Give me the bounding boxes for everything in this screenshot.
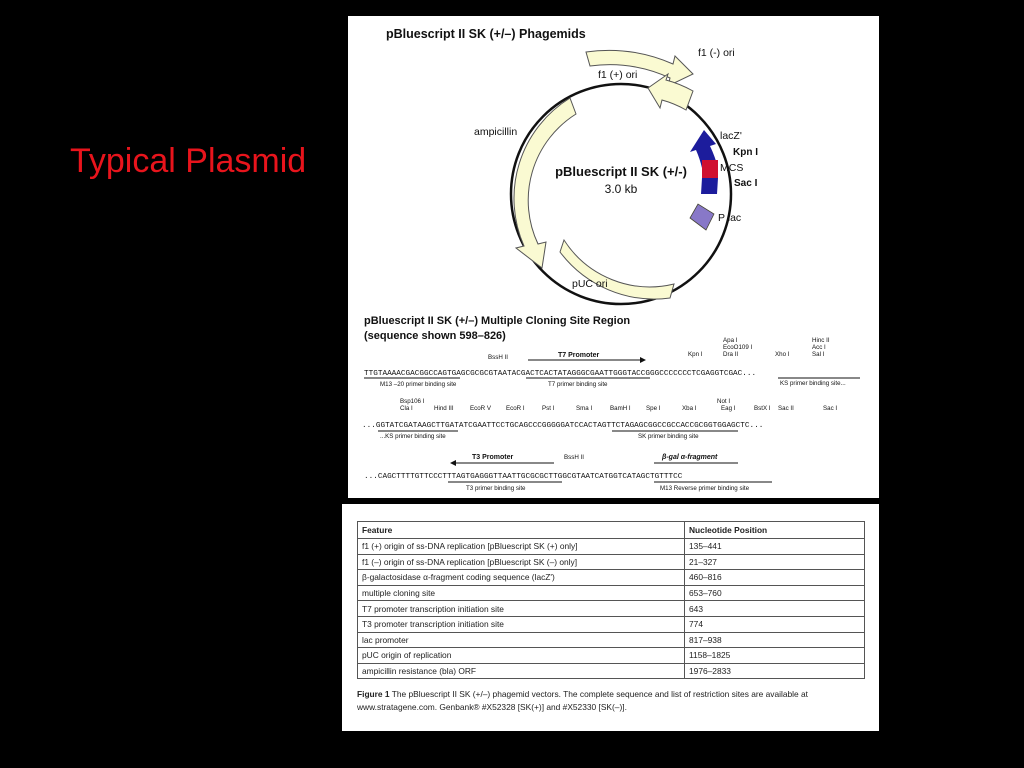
label-lacz: lacZ' (720, 130, 742, 142)
position-cell: 643 (685, 601, 865, 617)
position-cell: 460–816 (685, 570, 865, 586)
table-row (358, 616, 865, 632)
site-hinc: Hinc II (812, 337, 830, 344)
position-cell: 653–760 (685, 585, 865, 601)
label-sac: Sac I (734, 178, 758, 189)
plac-arrow (690, 204, 714, 230)
col-header-position: Nucleotide Position (685, 522, 865, 539)
label-puc-ori: pUC ori (572, 278, 608, 290)
feature-table-panel (342, 504, 879, 731)
t7-promoter-label: T7 Promoter (558, 352, 600, 359)
map-title: pBluescript II SK (+/–) Phagemids (386, 27, 586, 41)
t7-primer-label: T7 primer binding site (548, 381, 608, 388)
table-row (358, 585, 865, 601)
map-center-size: 3.0 kb (604, 182, 638, 196)
t7-promoter-arrowhead (640, 357, 646, 363)
position-cell: 21–327 (685, 554, 865, 570)
feature-cell: T7 promoter transcription initiation site (358, 601, 685, 617)
label-f1-plus-ori: f1 (+) ori (598, 69, 638, 81)
site-kpn-1: Kpn I (688, 351, 703, 358)
position-cell: 774 (685, 616, 865, 632)
table-row (358, 539, 865, 555)
col-header-feature: Feature (358, 522, 685, 539)
table-row (358, 554, 865, 570)
label-ampicillin: ampicillin (474, 126, 518, 138)
mcs-segment (702, 160, 718, 178)
t3-promoter-arrowhead (450, 460, 456, 466)
mcs-row1-sites (488, 337, 830, 361)
m13-primer-label: M13 –20 primer binding site (380, 381, 457, 388)
site-acc: Acc I (812, 344, 826, 351)
sk-primer-label: SK primer binding site (638, 433, 699, 440)
feature-cell: β-galactosidase α-fragment coding sequence (lacZ') (358, 570, 685, 586)
table-row (358, 648, 865, 664)
site-bstx: BstX I (754, 405, 771, 412)
feature-cell: T3 promoter transcription initiation site (358, 616, 685, 632)
site-eco0109: EcoO109 I (723, 344, 753, 351)
mcs-row1-sequence: TTGTAAAACGACGGCCAGTGAGCGCGCGTAATACGACTCACTATAGGGCGAATTGGGTACCGGGCCCCCCCTCGAGGTCGAC... (364, 370, 757, 378)
feature-cell: f1 (+) origin of ss-DNA replication [pBluescript SK (+) only] (358, 539, 685, 555)
table-row (358, 570, 865, 586)
slide-title: Typical Plasmid (70, 142, 307, 180)
site-dra: Dra II (723, 351, 739, 358)
plasmid-figure (348, 16, 879, 498)
site-bssh-3: BssH II (564, 454, 584, 461)
mcs-row3-sequence: ...CAGCTTTTGTTCCCTTTAGTGAGGGTTAATTGCGCGCTTGGCGTAATCATGGTCATAGCTGTTTCC (364, 473, 683, 481)
position-cell: 1158–1825 (685, 648, 865, 664)
table-row (358, 663, 865, 679)
site-bamh: BamH I (610, 405, 631, 412)
bgal-label: β-gal α-fragment (662, 454, 718, 461)
t3-primer-label: T3 primer binding site (466, 485, 526, 492)
site-cla: Cla I (400, 405, 413, 412)
mcs-row2-sites (400, 398, 837, 412)
mcs-row2-sequence: ...GGTATCGATAAGCTTGATATCGAATTCCTGCAGCCCGGGGGATCCACTAGTTCTAGAGCGGCCGCCACCGCGGTGGAGCTC... (362, 422, 764, 430)
table-row (358, 601, 865, 617)
label-mcs: MCS (720, 162, 744, 174)
puc-ori-segment (560, 240, 674, 299)
caption-text: The pBluescript II SK (+/–) phagemid vectors. The complete sequence and list of restriction sites are available at www.stratagene.com. Genbank® #X52328 [SK(+)] and #X52330 [SK(–)]. (357, 689, 809, 712)
label-kpn: Kpn I (733, 147, 758, 158)
site-not: Not I (717, 398, 731, 405)
site-ecori: EcoR I (506, 405, 525, 412)
site-xho: Xho I (775, 351, 790, 358)
label-f1-minus-ori: f1 (-) ori (698, 47, 735, 59)
plasmid-figure-panel (348, 16, 879, 498)
figure-caption (357, 688, 867, 714)
position-cell: 817–938 (685, 632, 865, 648)
site-sal: Sal I (812, 351, 825, 358)
ks-primer-label-1: KS primer binding site... (780, 380, 846, 387)
table-row (358, 632, 865, 648)
lacz-lower-segment (701, 178, 718, 194)
position-cell: 135–441 (685, 539, 865, 555)
site-hind: Hind III (434, 405, 454, 412)
feature-cell: multiple cloning site (358, 585, 685, 601)
caption-label: Figure 1 (357, 689, 390, 699)
site-spe: Spe I (646, 405, 661, 412)
site-bssh-1: BssH II (488, 354, 508, 361)
site-ecorv: EcoR V (470, 405, 491, 412)
map-center-name: pBluescript II SK (+/-) (555, 164, 687, 179)
site-bsp106: Bsp106 I (400, 398, 425, 405)
position-cell: 1976–2833 (685, 663, 865, 679)
site-xba: Xba I (682, 405, 697, 412)
t3-promoter-label: T3 Promoter (472, 454, 514, 461)
site-eag: Eag I (721, 405, 736, 412)
ampicillin-arrow (514, 98, 576, 268)
feature-cell: ampicillin resistance (bla) ORF (358, 663, 685, 679)
feature-cell: f1 (–) origin of ss-DNA replication [pBluescript SK (–) only] (358, 554, 685, 570)
site-sma: Sma I (576, 405, 593, 412)
mcs-title: pBluescript II SK (+/–) Multiple Cloning Site Region (364, 315, 631, 327)
mcs-subtitle: (sequence shown 598–826) (364, 330, 506, 342)
feature-cell: pUC origin of replication (358, 648, 685, 664)
site-sacii: Sac II (778, 405, 794, 412)
site-apa: Apa I (723, 337, 738, 344)
ks-primer-label-2: ...KS primer binding site (380, 433, 446, 440)
site-saci: Sac I (823, 405, 838, 412)
feature-table (357, 521, 865, 679)
feature-cell: lac promoter (358, 632, 685, 648)
table-header-row (358, 522, 865, 539)
site-pst: Pst I (542, 405, 555, 412)
m13rev-primer-label: M13 Reverse primer binding site (660, 485, 750, 492)
label-plac: P lac (718, 212, 742, 224)
